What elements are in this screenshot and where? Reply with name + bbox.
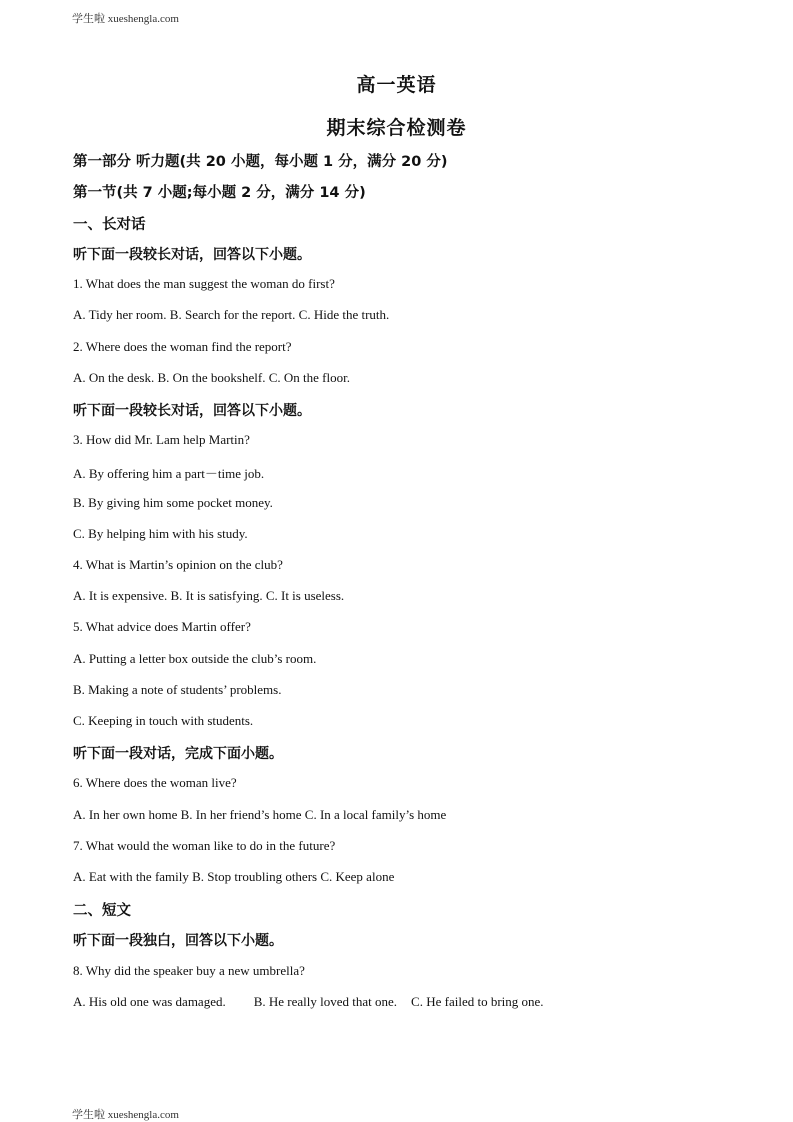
instruction: 听下面一段独白，回答以下小题。 bbox=[73, 933, 283, 949]
question-5: 5. What advice does Martin offer? bbox=[73, 619, 251, 634]
page-title: 高一英语 bbox=[356, 74, 437, 96]
instruction: 听下面一段对话，完成下面小题。 bbox=[73, 746, 283, 762]
question-8-option-c: C. He failed to bring one. bbox=[411, 994, 544, 1009]
question-3-option-c: C. By helping him with his study. bbox=[73, 526, 248, 541]
question-7-options: A. Eat with the family B. Stop troubling others C. Keep alone bbox=[73, 869, 395, 884]
subsection-heading-long-dialogue: 一、长对话 bbox=[73, 217, 146, 233]
question-8-options bbox=[73, 994, 544, 1010]
question-6-options: A. In her own home B. In her friend’s home C. In a local family’s home bbox=[73, 807, 447, 822]
page-header-site: 学生啦 xueshengla.com bbox=[72, 13, 179, 25]
question-5-option-a: A. Putting a letter box outside the club’s room. bbox=[73, 651, 317, 666]
question-8-option-b: B. He really loved that one. bbox=[253, 994, 398, 1009]
part-heading: 第一部分 听力题(共 20 小题，每小题 1 分，满分 20 分) bbox=[73, 154, 448, 170]
question-5-option-b: B. Making a note of students’ problems. bbox=[73, 682, 282, 697]
subsection-heading-short-passage: 二、短文 bbox=[73, 903, 131, 919]
question-3-option-a: A. By offering him a part－time job. bbox=[73, 466, 265, 481]
question-4: 4. What is Martin’s opinion on the club? bbox=[73, 557, 283, 572]
question-7: 7. What would the woman like to do in the future? bbox=[73, 838, 336, 853]
question-5-option-c: C. Keeping in touch with students. bbox=[73, 713, 254, 728]
question-2: 2. Where does the woman find the report? bbox=[73, 339, 292, 354]
page-subtitle: 期末综合检测卷 bbox=[326, 117, 467, 139]
question-3: 3. How did Mr. Lam help Martin? bbox=[73, 432, 250, 447]
question-2-options: A. On the desk. B. On the bookshelf. C. On the floor. bbox=[73, 370, 350, 385]
page-footer-site: 学生啦 xueshengla.com bbox=[72, 1109, 179, 1121]
instruction: 听下面一段较长对话，回答以下小题。 bbox=[73, 403, 311, 419]
question-8-option-a: A. His old one was damaged. bbox=[73, 994, 226, 1009]
instruction: 听下面一段较长对话，回答以下小题。 bbox=[73, 247, 311, 263]
question-3-option-b: B. By giving him some pocket money. bbox=[73, 495, 273, 510]
section-heading: 第一节(共 7 小题;每小题 2 分，满分 14 分) bbox=[73, 185, 366, 201]
question-4-options: A. It is expensive. B. It is satisfying. C. It is useless. bbox=[73, 588, 345, 603]
question-1-options: A. Tidy her room. B. Search for the report. C. Hide the truth. bbox=[73, 307, 390, 322]
question-8: 8. Why did the speaker buy a new umbrella? bbox=[73, 963, 305, 978]
question-1: 1. What does the man suggest the woman do first? bbox=[73, 276, 335, 291]
question-6: 6. Where does the woman live? bbox=[73, 775, 237, 790]
